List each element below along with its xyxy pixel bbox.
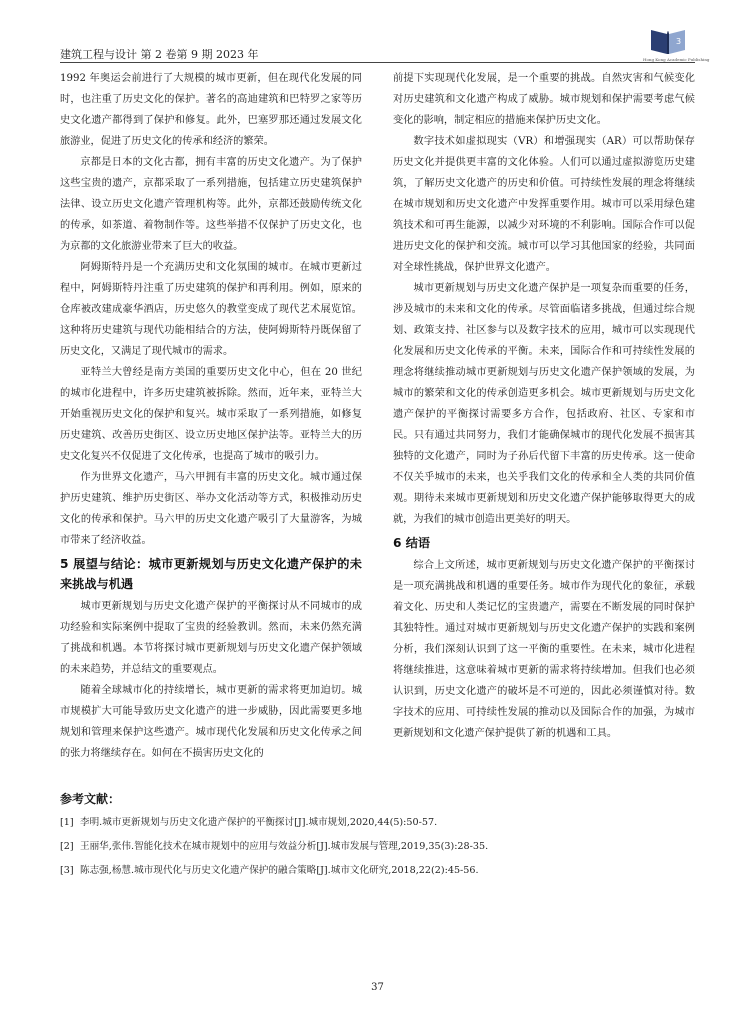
logo-caption: Hong Kong Academic Publishing [643, 57, 710, 62]
reference-number: [2] [60, 841, 74, 852]
paragraph: 作为世界文化遗产，马六甲拥有丰富的历史文化。城市通过保护历史建筑、维护历史街区、举办文化活动等方式，积极推动历史文化的传承和保护。马六甲的历史文化遗产吸引了大量游客，为城市带来了经济收益。 [60, 472, 362, 546]
journal-info: 建筑工程与设计 第 2 卷第 9 期 2023 年 [60, 48, 259, 61]
references-section [60, 790, 695, 883]
reference-text: 李明.城市更新规划与历史文化遗产保护的平衡探讨[J].城市规划,2020,44(5):50-57. [80, 817, 438, 828]
paragraph: 1992 年奥运会前进行了大规模的城市更新，但在现代化发展的同时，也注重了历史文化的保护。著名的高迪建筑和巴特罗之家等历史文化遗产都得到了保护和修复。此外，巴塞罗那还通过发展文化旅游业，促进了历史文化的传承和经济的繁荣。 [60, 73, 362, 147]
paragraph: 随着全球城市化的持续增长，城市更新的需求将更加迫切。城市规模扩大可能导致历史文化遗产的进一步威胁，因此需要更多地规划和管理来保护这些遗产。城市现代化发展和历史文化传承之间的张力将继续存在。如何在不损害历史文化的 [60, 685, 362, 759]
paragraph: 城市更新规划与历史文化遗产保护是一项复杂而重要的任务，涉及城市的未来和文化的传承。尽管面临诸多挑战，但通过综合规划、政策支持、社区参与以及数字技术的应用，城市可以实现现代化发展和历史文化传承的平衡。未来，国际合作和可持续性发展的理念将继续推动城市更新规划与历史文化遗产保护领域的发展，为城市的繁荣和文化的传承创造更多机会。城市更新规划与历史文化遗产保护的平衡探讨需要多方合作，包括政府、社区、专家和市民。只有通过共同努力，我们才能确保城市的现代化发展不损害其独特的文化遗产，同时为子孙后代留下丰富的历史传承。这一使命不仅关乎城市的未来，也关乎我们文化的传承和全人类的共同价值观。期待未来城市更新规划和历史文化遗产保护能够取得更大的成就，为我们的城市创造出更美好的明天。 [393, 283, 695, 525]
header-rule [60, 62, 695, 63]
reference-number: [1] [60, 817, 74, 828]
reference-item [60, 835, 695, 859]
page-number: 37 [371, 982, 384, 993]
paragraph: 京都是日本的文化古都，拥有丰富的历史文化遗产。为了保护这些宝贵的遗产，京都采取了一系列措施，包括建立历史建筑保护法律、设立历史文化遗产管理机构等。此外，京都还鼓励传统文化的传承，如茶道、着物制作等。这些举措不仅保护了历史文化，也为京都的文化旅游业带来了巨大的收益。 [60, 157, 362, 252]
paragraph: 综合上文所述，城市更新规划与历史文化遗产保护的平衡探讨是一项充满挑战和机遇的重要任务。城市作为现代化的象征，承载着文化、历史和人类记忆的宝贵遗产，需要在不断发展的同时保护其独特性。通过对城市更新规划与历史文化遗产保护的实践和案例分析，我们深刻认识到了这一平衡的重要性。在未来，城市化进程将继续推进，这意味着城市更新的需求将持续增加。但我们也必须认识到，历史文化遗产的破坏是不可逆的，因此必须谨慎对待。数字技术的应用、可持续性发展的推动以及国际合作的加强，为城市更新规划和文化遗产保护提供了新的机遇和工具。 [393, 560, 695, 739]
paragraph: 城市更新规划与历史文化遗产保护的平衡探讨从不同城市的成功经验和实际案例中提取了宝贵的经验教训。然而，未来仍然充满了挑战和机遇。本节将探讨城市更新规划与历史文化遗产保护领域的未来趋势，并总结文的重要观点。 [60, 601, 362, 675]
reference-text: 陈志强,杨慧.城市现代化与历史文化遗产保护的融合策略[J].城市文化研究,2018,22(2):45-56. [80, 865, 479, 876]
section-6-heading: 6 结语 [393, 536, 431, 550]
book-logo-icon [643, 24, 695, 56]
reference-number: [3] [60, 865, 74, 876]
references-title: 参考文献： [60, 792, 121, 806]
paragraph: 亚特兰大曾经是南方美国的重要历史文化中心，但在 20 世纪的城市化进程中，许多历史建筑被拆除。然而，近年来，亚特兰大开始重视历史文化的保护和复兴。城市采取了一系列措施，如修复历史建筑、改善历史街区、设立历史地区保护法等。亚特兰大的历史文化复兴不仅促进了文化传承，也提高了城市的吸引力。 [60, 367, 362, 462]
page-header [60, 37, 710, 62]
right-column [393, 68, 695, 744]
reference-item [60, 811, 695, 835]
publisher-logo [643, 24, 710, 64]
reference-text: 王丽华,张伟.智能化技术在城市规划中的应用与效益分析[J].城市发展与管理,2019,35(3):28-35. [80, 841, 489, 852]
paragraph: 前提下实现现代化发展，是一个重要的挑战。自然灾害和气候变化对历史建筑和文化遗产构成了威胁。城市规划和保护需要考虑气候变化的影响，制定相应的措施来保护历史文化。 [393, 73, 695, 126]
left-column [60, 68, 362, 764]
svg-text:3: 3 [676, 37, 682, 46]
reference-item [60, 859, 695, 883]
section-5-heading: 5 展望与结论：城市更新规划与历史文化遗产保护的未来挑战与机遇 [60, 557, 362, 591]
paragraph: 阿姆斯特丹是一个充满历史和文化氛围的城市。在城市更新过程中，阿姆斯特丹注重了历史建筑的保护和再利用。例如，原来的仓库被改建成豪华酒店，历史悠久的教堂变成了现代艺术展览馆。这种将历史建筑与现代功能相结合的方法，使阿姆斯特丹既保留了历史文化，又满足了现代城市的需求。 [60, 262, 362, 357]
paragraph: 数字技术如虚拟现实（VR）和增强现实（AR）可以帮助保存历史文化并提供更丰富的文化体验。人们可以通过虚拟游览历史建筑，了解历史文化遗产的历史和价值。可持续性发展的理念将继续在城市规划和历史文化遗产中发挥重要作用。城市可以采用绿色建筑技术和可再生能源，以减少对环境的不利影响。国际合作可以促进历史文化的保护和交流。城市可以学习其他国家的经验，共同面对全球性挑战，保护世界文化遗产。 [393, 136, 695, 273]
